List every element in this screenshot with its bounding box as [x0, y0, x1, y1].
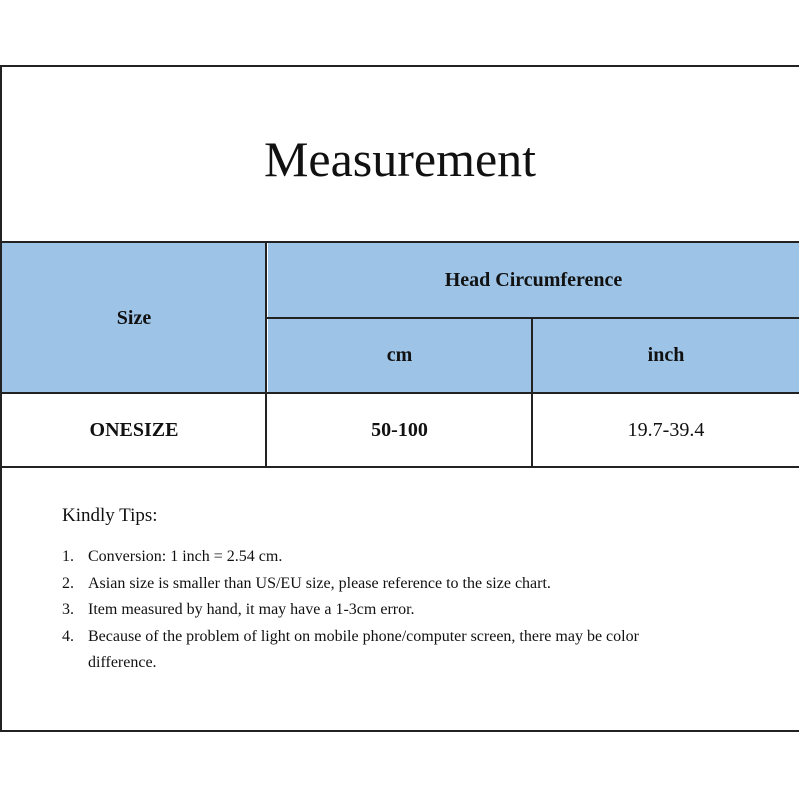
- tip-number: 3.: [62, 601, 74, 618]
- size-column-header: Size: [116, 306, 152, 329]
- tip-item: [62, 544, 702, 571]
- tip-item: [62, 571, 702, 598]
- tip-text: Item measured by hand, it may have a 1-3cm error.: [88, 601, 415, 618]
- tips-list: [62, 544, 702, 677]
- tip-text: Conversion: 1 inch = 2.54 cm.: [88, 548, 283, 565]
- tip-number: 1.: [62, 548, 74, 565]
- head-circumference-header: Head Circumference: [444, 268, 623, 291]
- table-cell-inch: 19.7-39.4: [627, 418, 705, 441]
- tip-item: [62, 624, 702, 677]
- page-title: Measurement: [263, 131, 537, 187]
- table-cell-size: ONESIZE: [89, 418, 179, 441]
- tip-text: Asian size is smaller than US/EU size, please reference to the size chart.: [88, 574, 551, 592]
- table-cell-cm: 50-100: [371, 418, 428, 441]
- tip-number: 4.: [62, 627, 74, 645]
- tip-item: [62, 597, 702, 624]
- tip-number: 2.: [62, 574, 74, 592]
- tip-text: Because of the problem of light on mobile phone/computer screen, there may be color difference.: [88, 627, 639, 671]
- table-bottom-border: [0, 466, 799, 468]
- inch-column-header: inch: [647, 344, 685, 366]
- cm-column-header: cm: [386, 344, 413, 366]
- tips-title: Kindly Tips:: [62, 505, 158, 526]
